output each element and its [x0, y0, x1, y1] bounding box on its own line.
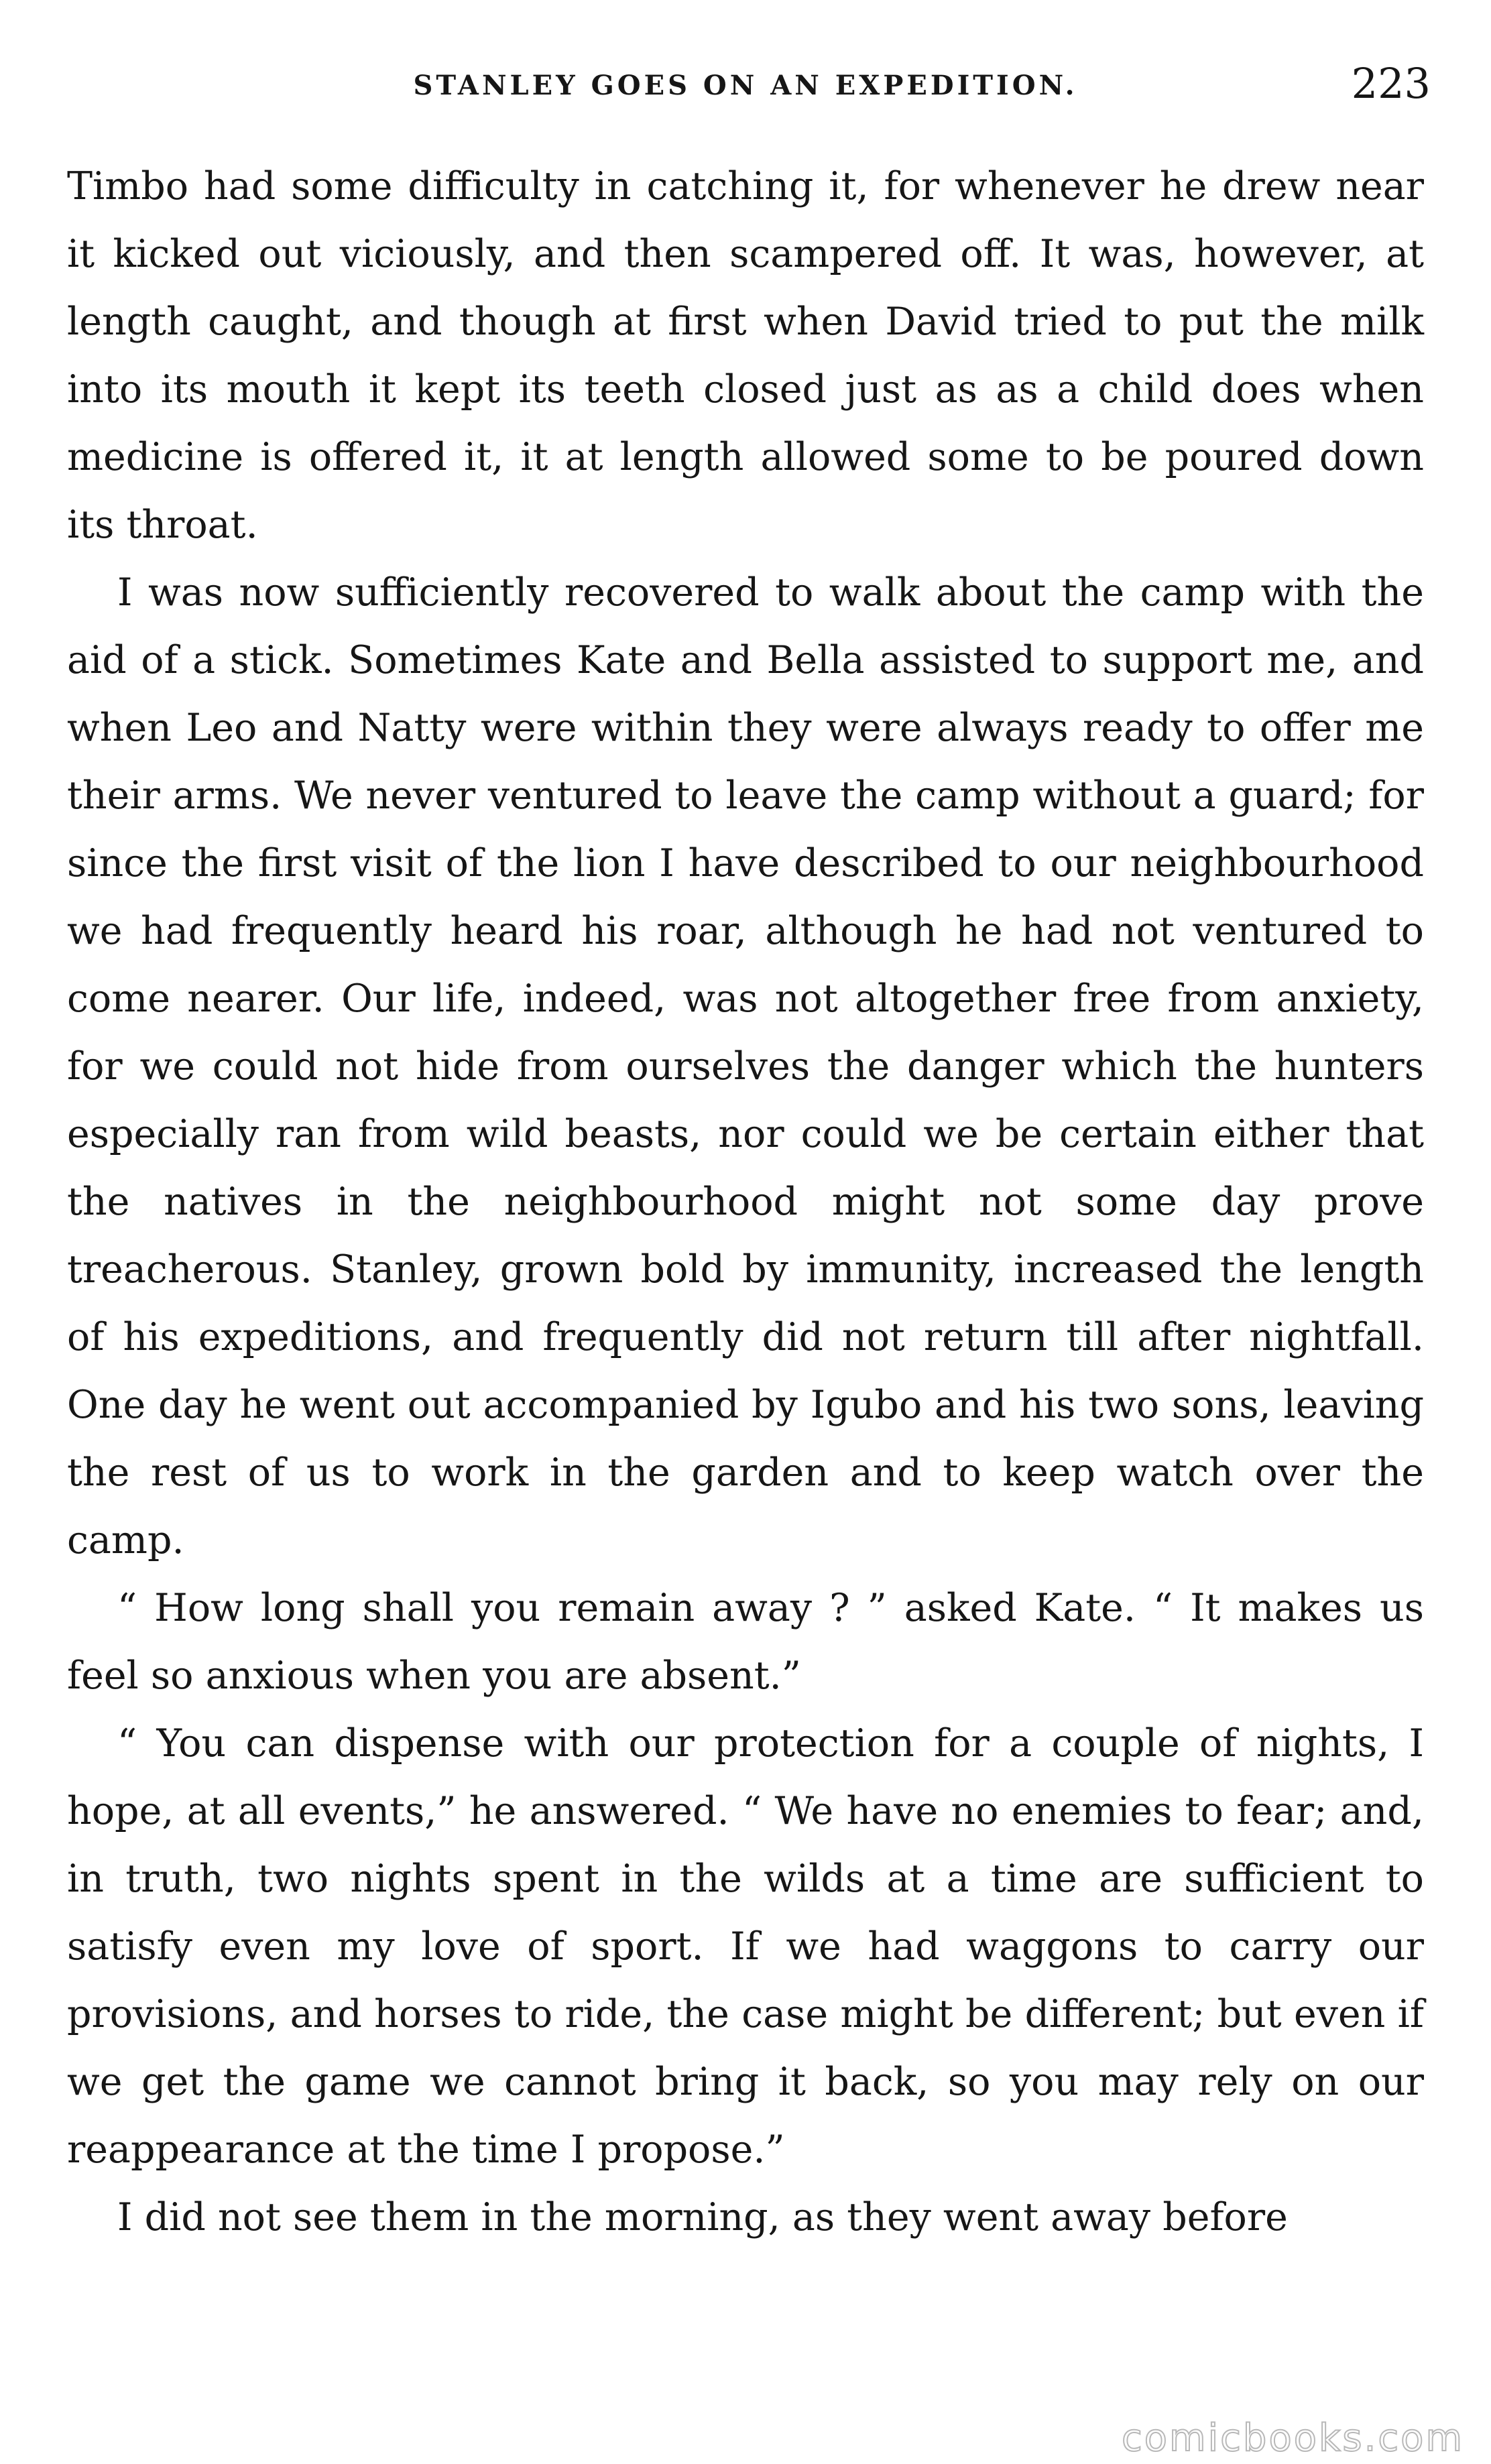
running-head [0, 59, 1491, 119]
body-text [67, 153, 1424, 2252]
paragraph-4: “ You can dispense with our protection for a couple of nights, I hope, at all events,” he answered. “ We have no enemies to fear; and, in truth, two nights spent in the wilds at a time are sufficient to satisfy even my love of sport. If we had waggons to carry our provisions, and horses to ride, the case might be different; but even if we get the game we cannot bring it back, so you may rely on our reappearance at the time I propose.” [67, 1721, 1424, 2172]
paragraph-1: Timbo had some difficulty in catching it, for whenever he drew near it kicked out viciously, and then scampered off. It was, however, at length caught, and though at first when David tried to put the milk into its mouth it kept its teeth closed just as as a child does when medicine is offered it, it at length allowed some to be poured down its throat. [67, 164, 1424, 547]
page-number: 223 [1351, 59, 1431, 108]
paragraph-3: “ How long shall you remain away ? ” asked Kate. “ It makes us feel so anxious when you are absent.” [67, 1586, 1424, 1698]
paragraph-5: I did not see them in the morning, as they went away before [117, 2195, 1288, 2239]
running-title: STANLEY GOES ON AN EXPEDITION. [413, 70, 1078, 101]
paragraph-2: I was now sufficiently recovered to walk about the camp with the aid of a stick. Sometimes Kate and Bella assisted to support me, and when Leo and Natty were within they were always ready to offer me their arms. We never ventured to leave the camp without a guard; for since the first visit of the lion I have described to our neighbourhood we had frequently heard his roar, although he had not ventured to come nearer. Our life, indeed, was not altogether free from anxiety, for we could not hide from ourselves the danger which the hunters especially ran from wild beasts, nor could we be certain either that the natives in the neighbourhood might not some day prove treacherous. Stanley, grown bold by immunity, increased the length of his expeditions, and frequently did not return till after nightfall. One day he went out accompanied by Igubo and his two sons, leaving the rest of us to work in the garden and to keep watch over the camp. [67, 570, 1424, 1562]
watermark: comicbooks.com [1121, 2416, 1464, 2460]
